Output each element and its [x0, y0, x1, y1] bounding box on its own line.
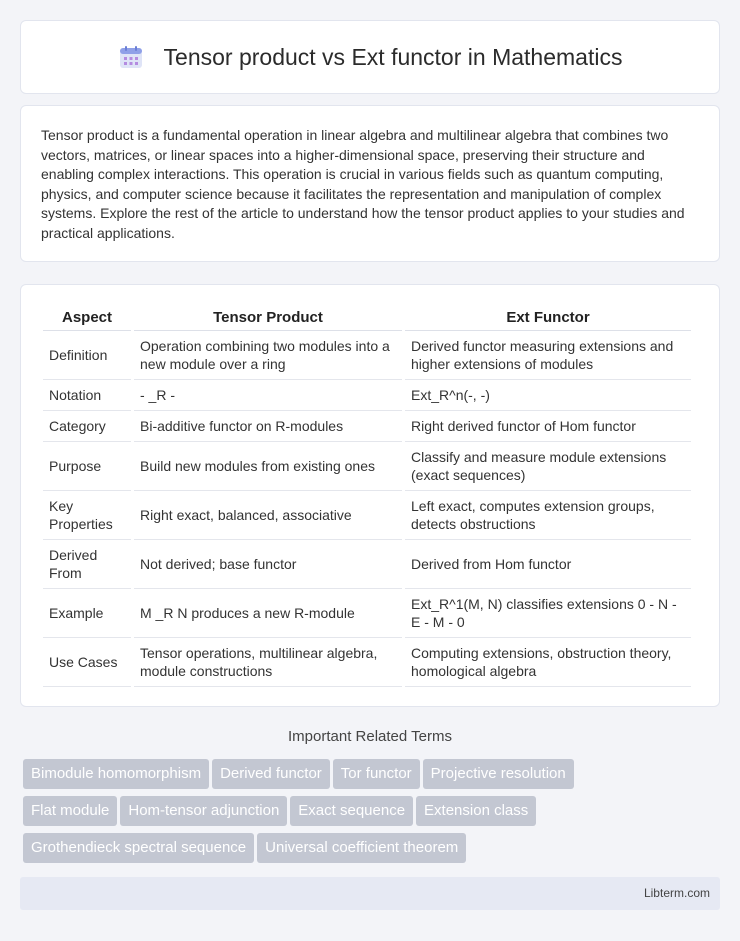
- row-ext-value: Left exact, computes extension groups, detects obstructions: [405, 491, 691, 540]
- table-header-row: [43, 305, 691, 331]
- header-ext-functor: Ext Functor: [405, 305, 691, 331]
- table-row: [43, 380, 691, 411]
- footer: [20, 877, 720, 910]
- row-tensor-value: Operation combining two modules into a new module over a ring: [134, 331, 402, 380]
- row-aspect: Notation: [43, 380, 131, 411]
- row-aspect: Use Cases: [43, 638, 131, 687]
- table-row: [43, 331, 691, 380]
- row-tensor-value: Not derived; base functor: [134, 540, 402, 589]
- intro-text: Tensor product is a fundamental operation in linear algebra and multilinear algebra that combines two vectors, matrices, or linear spaces into a higher-dimensional space, preserving their structure and enabling complex interactions. This operation is crucial in various fields such as quantum computing, physics, and computer science because it facilitates the representation and manipulation of complex systems. Explore the rest of the article to understand how the tensor product applies to your studies and practical applications.: [41, 127, 685, 241]
- related-term-tag[interactable]: Hom-tensor adjunction: [120, 796, 287, 826]
- row-ext-value: Ext_R^1(M, N) classifies extensions 0 - N - E - M - 0: [405, 589, 691, 638]
- related-terms-list: [23, 759, 723, 870]
- intro-section: [20, 105, 720, 262]
- related-term-tag[interactable]: Flat module: [23, 796, 117, 826]
- related-term-tag[interactable]: Tor functor: [333, 759, 420, 789]
- calendar-grid-icon: [118, 45, 144, 69]
- row-ext-value: Computing extensions, obstruction theory, homological algebra: [405, 638, 691, 687]
- row-ext-value: Right derived functor of Hom functor: [405, 411, 691, 442]
- page-header: [20, 20, 720, 94]
- footer-site-link[interactable]: Libterm.com: [643, 886, 710, 900]
- related-term-tag[interactable]: Derived functor: [212, 759, 330, 789]
- related-terms-title: Important Related Terms: [288, 728, 452, 745]
- row-aspect: Purpose: [43, 442, 131, 491]
- related-term-tag[interactable]: Projective resolution: [423, 759, 574, 789]
- row-ext-value: Ext_R^n(-, -): [405, 380, 691, 411]
- table-row: [43, 442, 691, 491]
- row-ext-value: Derived from Hom functor: [405, 540, 691, 589]
- table-row: [43, 638, 691, 687]
- related-term-tag[interactable]: Grothendieck spectral sequence: [23, 833, 254, 863]
- row-tensor-value: Build new modules from existing ones: [134, 442, 402, 491]
- row-aspect: Category: [43, 411, 131, 442]
- related-term-tag[interactable]: Extension class: [416, 796, 536, 826]
- row-aspect: Key Properties: [43, 491, 131, 540]
- related-term-tag[interactable]: Universal coefficient theorem: [257, 833, 466, 863]
- row-aspect: Example: [43, 589, 131, 638]
- row-aspect: Derived From: [43, 540, 131, 589]
- row-aspect: Definition: [43, 331, 131, 380]
- header-aspect: Aspect: [43, 305, 131, 331]
- header-tensor-product: Tensor Product: [134, 305, 402, 331]
- table-row: [43, 589, 691, 638]
- comparison-table-card: [20, 284, 720, 707]
- row-tensor-value: M _R N produces a new R-module: [134, 589, 402, 638]
- table-row: [43, 540, 691, 589]
- row-tensor-value: Right exact, balanced, associative: [134, 491, 402, 540]
- row-ext-value: Derived functor measuring extensions and higher extensions of modules: [405, 331, 691, 380]
- related-term-tag[interactable]: Bimodule homomorphism: [23, 759, 209, 789]
- row-tensor-value: - _R -: [134, 380, 402, 411]
- table-row: [43, 411, 691, 442]
- row-tensor-value: Bi-additive functor on R-modules: [134, 411, 402, 442]
- table-row: [43, 491, 691, 540]
- related-term-tag[interactable]: Exact sequence: [290, 796, 413, 826]
- comparison-table: [40, 305, 694, 687]
- row-tensor-value: Tensor operations, multilinear algebra, module constructions: [134, 638, 402, 687]
- row-ext-value: Classify and measure module extensions (exact sequences): [405, 442, 691, 491]
- page-title: Tensor product vs Ext functor in Mathematics: [163, 43, 623, 70]
